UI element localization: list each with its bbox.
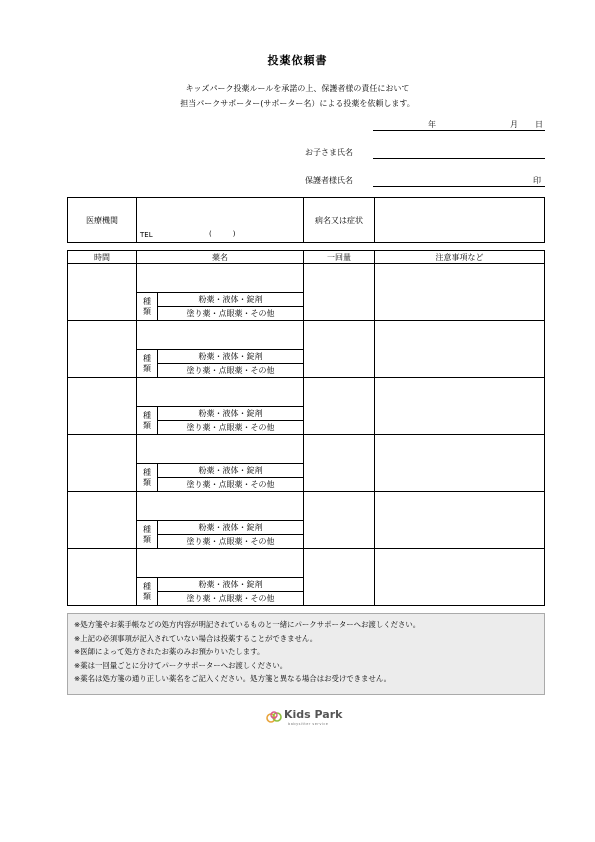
medication-table <box>67 250 545 606</box>
notes-cell[interactable] <box>375 378 545 435</box>
time-cell[interactable] <box>68 435 137 492</box>
kind-label <box>137 407 158 434</box>
type-option-line-1[interactable]: 粉薬・液体・錠剤 <box>158 464 303 478</box>
medicine-name-field[interactable] <box>137 378 303 407</box>
note-line: ※処方箋やお薬手帳などの処方内容が明記されているものと一緒にパークサポーターへお渡しください。 <box>74 620 421 629</box>
kind-label <box>137 293 158 320</box>
document-title: 投薬依頼書 <box>267 54 328 67</box>
type-option-line-1[interactable]: 粉薬・液体・錠剤 <box>158 521 303 535</box>
dose-cell[interactable] <box>304 435 375 492</box>
dose-cell[interactable] <box>304 321 375 378</box>
kind-label <box>137 464 158 491</box>
time-cell[interactable] <box>68 492 137 549</box>
kind-label <box>137 350 158 377</box>
medicine-name-cell <box>137 435 304 492</box>
medicine-name-field[interactable] <box>137 264 303 293</box>
kind-label-2: 類 <box>143 591 151 601</box>
medication-row <box>68 492 545 549</box>
medicine-name-field[interactable] <box>137 492 303 521</box>
kind-label-1: 種 <box>143 467 151 477</box>
note-line: ※上記の必須事項が記入されていない場合は投薬することができません。 <box>74 633 318 643</box>
kind-label-2: 類 <box>143 420 151 430</box>
notes-cell[interactable] <box>375 435 545 492</box>
type-option-line-1[interactable]: 粉薬・液体・錠剤 <box>158 578 303 592</box>
type-option-line-1[interactable]: 粉薬・液体・錠剤 <box>158 350 303 364</box>
notes-cell[interactable] <box>375 264 545 321</box>
date-month-label: 月 <box>510 120 518 129</box>
kids-park-logo <box>266 706 356 730</box>
kind-label-2: 類 <box>143 534 151 544</box>
kind-label-1: 種 <box>143 581 151 591</box>
child-name-label: お子さま氏名 <box>305 148 353 157</box>
kind-label-2: 類 <box>143 477 151 487</box>
kind-label-1: 種 <box>143 353 151 363</box>
type-option-line-2[interactable]: 塗り薬・点眼薬・その他 <box>186 423 275 432</box>
header-time: 時間 <box>68 251 137 264</box>
type-option-line-1[interactable]: 粉薬・液体・錠剤 <box>158 407 303 421</box>
notes-cell[interactable] <box>375 321 545 378</box>
medication-row <box>68 378 545 435</box>
time-cell[interactable] <box>68 321 137 378</box>
dose-cell[interactable] <box>304 378 375 435</box>
medicine-name-cell <box>137 492 304 549</box>
medication-row <box>68 435 545 492</box>
date-underline[interactable] <box>373 130 545 131</box>
medication-row <box>68 321 545 378</box>
medicine-name-cell <box>137 321 304 378</box>
medication-row <box>68 264 545 321</box>
kind-label-1: 種 <box>143 410 151 420</box>
kind-label-1: 種 <box>143 296 151 306</box>
dose-cell[interactable] <box>304 492 375 549</box>
intro-line-2: 担当パークサポーター(サポーター名）による投薬を依頼します。 <box>180 99 415 108</box>
tel-parens: ( ) <box>209 230 236 238</box>
medical-info-table <box>67 197 545 243</box>
type-option-line-2[interactable]: 塗り薬・点眼薬・その他 <box>186 594 275 603</box>
guardian-name-label: 保護者様氏名 <box>305 176 353 185</box>
note-line: ※薬名は処方箋の通り正しい薬名をご記入ください。処方箋と異なる場合はお受けできません。 <box>74 674 392 684</box>
note-line: ※薬は一回量ごとに分けてパークサポーターへお渡しください。 <box>74 660 288 670</box>
medicine-name-cell <box>137 549 304 606</box>
notes-box <box>67 613 545 695</box>
medical-institution-label: 医療機関 <box>68 198 137 243</box>
type-option-line-2[interactable]: 塗り薬・点眼薬・その他 <box>186 480 275 489</box>
disease-field[interactable] <box>375 198 545 243</box>
header-dose: 一回量 <box>304 251 375 264</box>
medicine-name-cell <box>137 378 304 435</box>
tel-label: TEL <box>140 231 153 239</box>
medicine-name-field[interactable] <box>137 435 303 464</box>
medication-row <box>68 549 545 606</box>
notes-cell[interactable] <box>375 549 545 606</box>
type-option-line-2[interactable]: 塗り薬・点眼薬・その他 <box>186 366 275 375</box>
logo-rings-icon <box>266 709 284 725</box>
type-option-line-2[interactable]: 塗り薬・点眼薬・その他 <box>186 537 275 546</box>
medicine-name-field[interactable] <box>137 321 303 350</box>
type-option-line-1[interactable]: 粉薬・液体・錠剤 <box>158 293 303 307</box>
date-day-label: 日 <box>535 120 543 129</box>
intro-line-1: キッズパーク投薬ルールを承諾の上、保護者様の責任において <box>185 84 410 93</box>
kind-label-1: 種 <box>143 524 151 534</box>
time-cell[interactable] <box>68 264 137 321</box>
medicine-name-field[interactable] <box>137 549 303 578</box>
dose-cell[interactable] <box>304 549 375 606</box>
seal-mark: 印 <box>533 176 541 185</box>
kind-label-2: 類 <box>143 363 151 373</box>
medical-institution-field[interactable] <box>137 198 304 243</box>
date-year-label: 年 <box>428 120 436 129</box>
time-cell[interactable] <box>68 378 137 435</box>
notes-cell[interactable] <box>375 492 545 549</box>
time-cell[interactable] <box>68 549 137 606</box>
header-notes: 注意事項など <box>375 251 545 264</box>
medicine-name-cell <box>137 264 304 321</box>
guardian-name-field[interactable] <box>373 186 545 187</box>
header-medicine-name: 薬名 <box>137 251 304 264</box>
logo-text: Kids Park <box>284 708 343 721</box>
kind-label-2: 類 <box>143 306 151 316</box>
logo-subtext: babysitter service <box>288 722 329 726</box>
kind-label <box>137 521 158 548</box>
kind-label <box>137 578 158 605</box>
dose-cell[interactable] <box>304 264 375 321</box>
child-name-field[interactable] <box>373 158 545 159</box>
note-line: ※医師によって処方されたお薬のみお預かりいたします。 <box>74 647 265 657</box>
disease-label: 病名又は症状 <box>304 198 375 243</box>
type-option-line-2[interactable]: 塗り薬・点眼薬・その他 <box>186 309 275 318</box>
